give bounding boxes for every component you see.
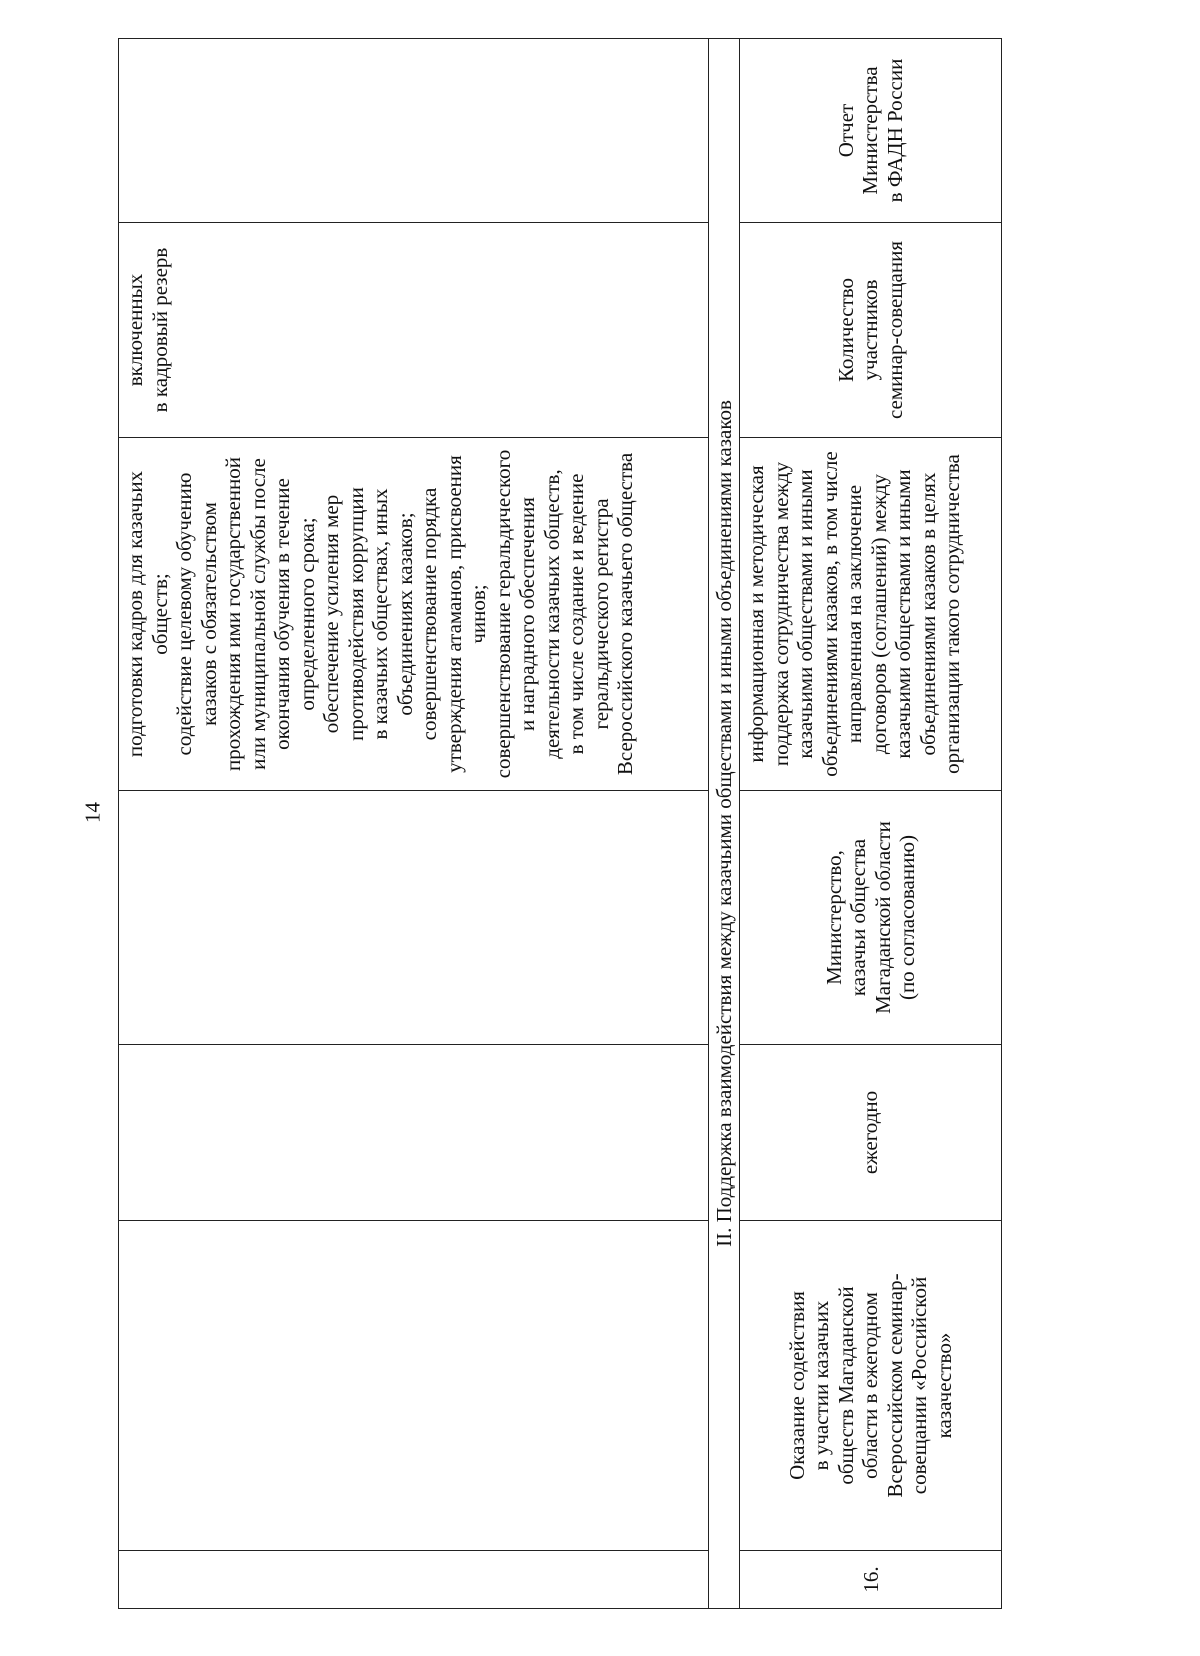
text-line: Министерство, [821, 850, 846, 985]
text-line: противодействия коррупции [343, 487, 368, 741]
text-line: поддержка сотрудничества между [768, 461, 793, 767]
text-line: в участии казачьих [809, 1300, 834, 1471]
text-line: Всероссийском семинар- [882, 1273, 907, 1498]
text-line: казачьими обществами и иными [793, 469, 817, 759]
text-line: утверждения атаманов, присвоения [441, 455, 466, 773]
text-line: Количество [833, 277, 858, 383]
text-line: Всероссийского казачьего общества [613, 452, 637, 776]
text-line: подготовки кадров для казачьих [123, 470, 147, 758]
text-line: в казачьих обществах, иных [368, 488, 392, 740]
text-line: или муниципальной службы после [245, 458, 270, 770]
text-line: семинар-совещания [882, 240, 907, 420]
cell-result [740, 438, 1002, 791]
cell-report-empty [119, 39, 709, 223]
text-line: участников [858, 279, 883, 381]
section-heading: II. Поддержка взаимодействия между казачьими обществами и иными объединениями казаков [709, 39, 740, 1609]
cell-report [740, 39, 1002, 223]
measures-table [118, 38, 1002, 1609]
cell-indicator [740, 223, 1002, 438]
table-row-16 [740, 39, 1002, 1609]
text-line: объединениях казаков; [392, 512, 417, 716]
cell-deadline: ежегодно [740, 1045, 1002, 1221]
text-line: в кадровый резерв [147, 247, 172, 413]
section-heading-row [709, 39, 740, 1609]
text-line: в том числе создание и ведение [564, 473, 588, 755]
cell-deadline-empty [119, 1045, 709, 1221]
text-line: организации такого сотрудничества [940, 454, 964, 774]
text-line: содействие целевому обучению [172, 472, 196, 756]
text-line: и наградного обеспечения [515, 497, 539, 731]
text-line: Магаданской области [870, 821, 895, 1014]
cell-executor-empty [119, 791, 709, 1045]
cell-indicator-continued [119, 223, 709, 438]
text-line: области в ежегодном [858, 1292, 883, 1479]
cell-event [740, 1221, 1002, 1551]
text-line: определенного срока; [294, 517, 319, 711]
text-line: информационная и методическая [744, 465, 768, 763]
text-line: казачьи общества [846, 838, 870, 997]
text-line: объединениями казаков в целях [915, 472, 940, 756]
text-line: обеспечение усиления мер [319, 494, 343, 734]
text-line: Оказание содействия [784, 1291, 809, 1480]
text-line: обществ; [147, 573, 172, 655]
text-line: совершенствование геральдического [490, 449, 515, 779]
text-line: совещании «Российской [907, 1276, 932, 1495]
table-row-continued [119, 39, 709, 1609]
text-line: казачьими обществами и иными [891, 469, 915, 759]
text-line: Отчет [833, 103, 858, 158]
rotated-page-content [118, 39, 1002, 1609]
text-line: включенных [123, 273, 147, 387]
cell-number-empty [119, 1551, 709, 1609]
text-line: обществ Магаданской [833, 1286, 858, 1485]
text-line: геральдического регистра [588, 498, 613, 730]
cell-result-continued [119, 438, 709, 791]
text-line: договоров (соглашений) между [866, 473, 891, 755]
page-number: 14 [80, 802, 105, 823]
text-line: (по согласованию) [895, 834, 919, 1001]
text-line: направленная на заключение [842, 484, 866, 744]
row-number: 16. [740, 1551, 1002, 1609]
text-line: казаков с обязательством [196, 502, 221, 726]
text-line: объединениями казаков, в том числе [817, 451, 842, 777]
text-line: казачество» [931, 1332, 956, 1439]
text-line: Министерства [858, 66, 883, 195]
text-line: совершенствование порядка [417, 487, 441, 741]
text-line: деятельности казачьих обществ, [539, 469, 564, 759]
text-line: чинов; [466, 584, 490, 644]
cell-event-empty [119, 1221, 709, 1551]
text-line: в ФАДН России [882, 58, 907, 203]
text-line: окончания обучения в течение [270, 478, 294, 750]
text-line: прохождения ими государственной [221, 457, 245, 771]
cell-executor [740, 791, 1002, 1045]
